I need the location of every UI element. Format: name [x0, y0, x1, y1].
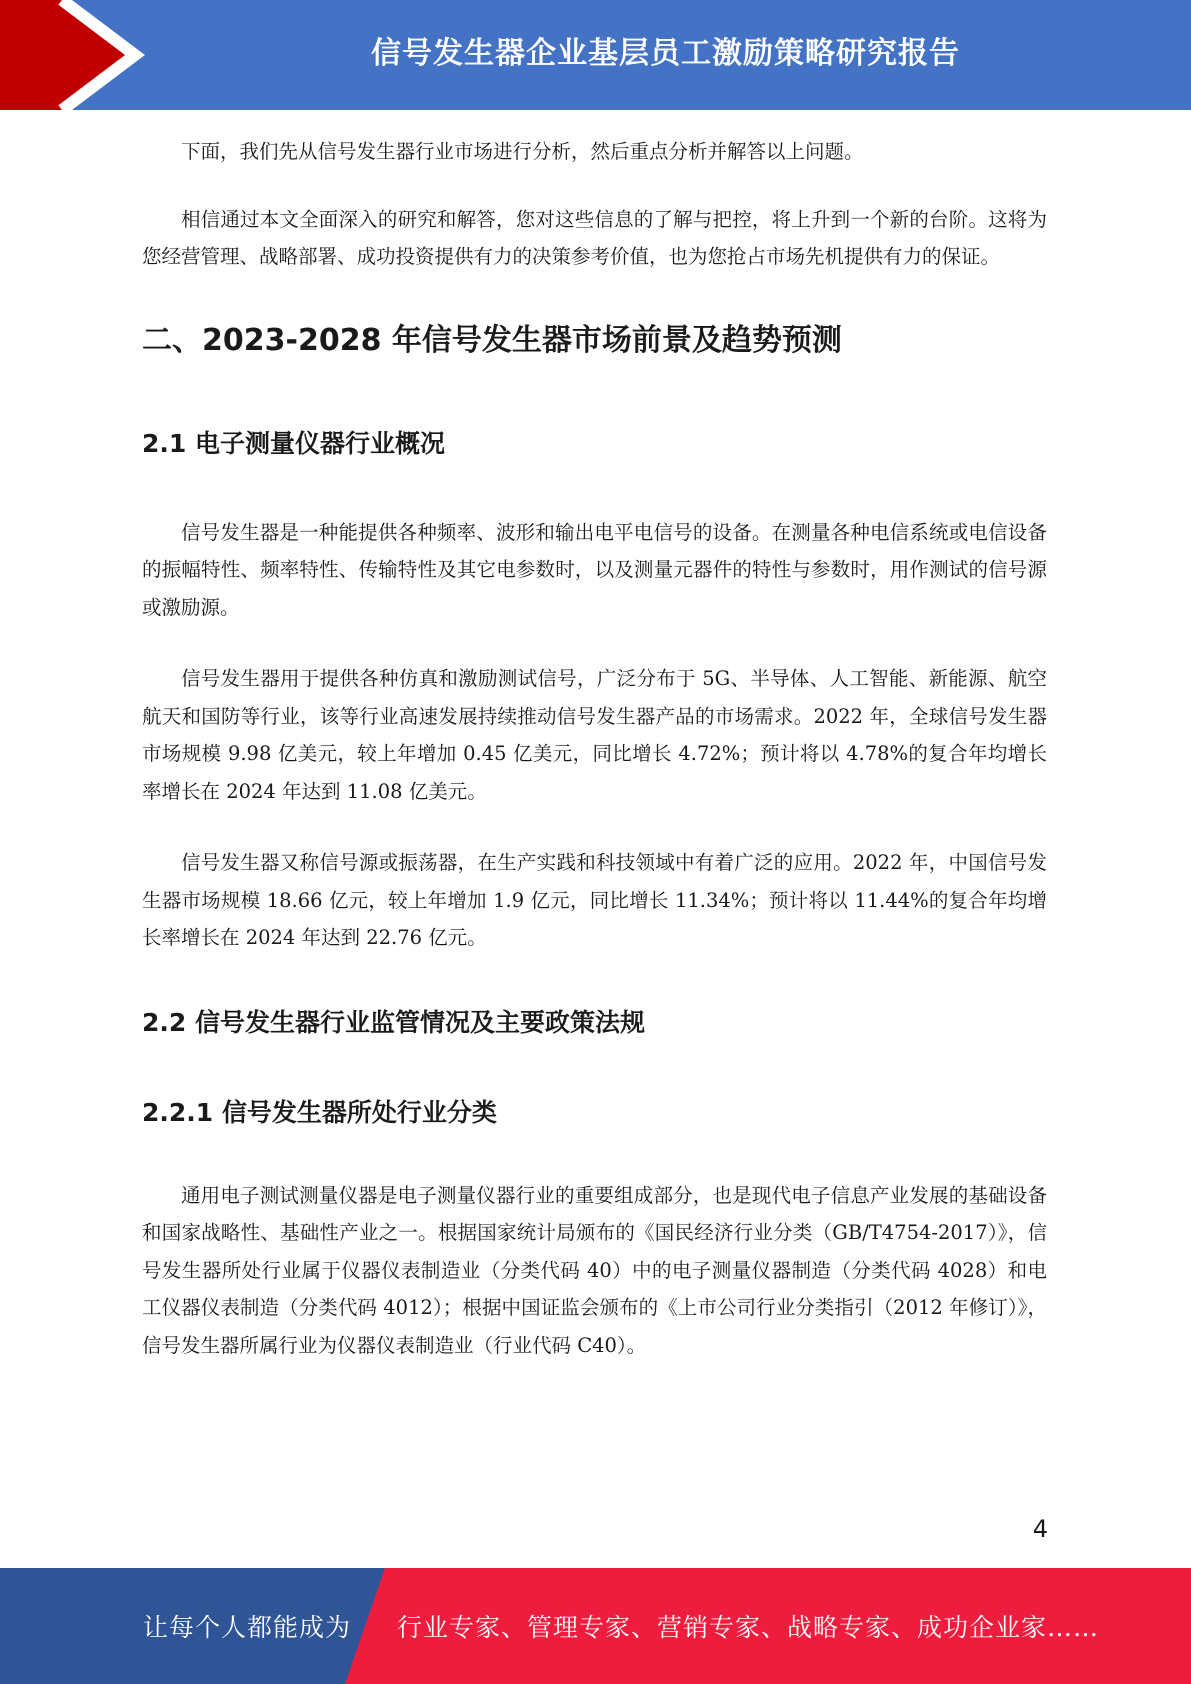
section-2-1-paragraph-2: 信号发生器用于提供各种仿真和激励测试信号，广泛分布于 5G、半导体、人工智能、新能源、航空航天和国防等行业，该等行业高速发展持续推动信号发生器产品的市场需求。2022 年，全球信号发生器市场规模 9.98 亿美元，较上年增加 0.45 亿美元，同比增长 4.72%；预计将以 4.78%的复合年均增长率增长在 2024 年达到 11.08 亿美元。 — [142, 667, 1047, 803]
footer-slogan-right: 行业专家、管理专家、营销专家、战略专家、成功企业家…… — [397, 1613, 1100, 1642]
intro-paragraph-1: 下面，我们先从信号发生器行业市场进行分析，然后重点分析并解答以上问题。 — [181, 140, 864, 163]
intro-paragraph-2: 相信通过本文全面深入的研究和解答，您对这些信息的了解与把控，将上升到一个新的台阶。这将为您经营管理、战略部署、成功投资提供有力的决策参考价值，也为您抢占市场先机提供有力的保证。 — [142, 207, 1047, 268]
report-title: 信号发生器企业基层员工激励策略研究报告 — [371, 36, 960, 71]
footer-slogan-left: 让每个人都能成为 — [143, 1613, 352, 1642]
page-footer — [0, 1568, 1191, 1684]
page-number: 4 — [1032, 1515, 1048, 1543]
section-2-1-paragraph-1: 信号发生器是一种能提供各种频率、波形和输出电平电信号的设备。在测量各种电信系统或电信设备的振幅特性、频率特性、传输特性及其它电参数时，以及测量元器件的特性与参数时，用作测试的信号源或激励源。 — [142, 520, 1047, 619]
section-2-2-heading: 2.2 信号发生器行业监管情况及主要政策法规 — [142, 1007, 645, 1037]
header-chevron-decoration — [0, 0, 160, 110]
section-2-2-1-paragraph-1: 通用电子测试测量仪器是电子测量仪器行业的重要组成部分，也是现代电子信息产业发展的基础设备和国家战略性、基础性产业之一。根据国家统计局颁布的《国民经济行业分类（GB/T4754-2017）》，信号发生器所处行业属于仪器仪表制造业（分类代码 40）中的电子测量仪器制造（分类代码 4028）和电工仪器仪表制造（分类代码 4012）；根据中国证监会颁布的《上市公司行业分类指引（2012 年修订）》，信号发生器所属行业为仪器仪表制造业（行业代码 C40）。 — [142, 1183, 1047, 1357]
section-2-1-heading: 2.1 电子测量仪器行业概况 — [142, 428, 445, 458]
section-2-1-paragraph-3: 信号发生器又称信号源或振荡器，在生产实践和科技领域中有着广泛的应用。2022 年，中国信号发生器市场规模 18.66 亿元，较上年增加 1.9 亿元，同比增长 11.34%；预计将以 11.44%的复合年均增长率增长在 2024 年达到 22.76 亿元。 — [142, 851, 1047, 949]
page-header — [0, 0, 1191, 110]
section-2-heading: 二、2023-2028 年信号发生器市场前景及趋势预测 — [142, 322, 842, 358]
page-content — [142, 133, 1047, 1364]
section-2-2-1-heading: 2.2.1 信号发生器所处行业分类 — [142, 1097, 497, 1127]
